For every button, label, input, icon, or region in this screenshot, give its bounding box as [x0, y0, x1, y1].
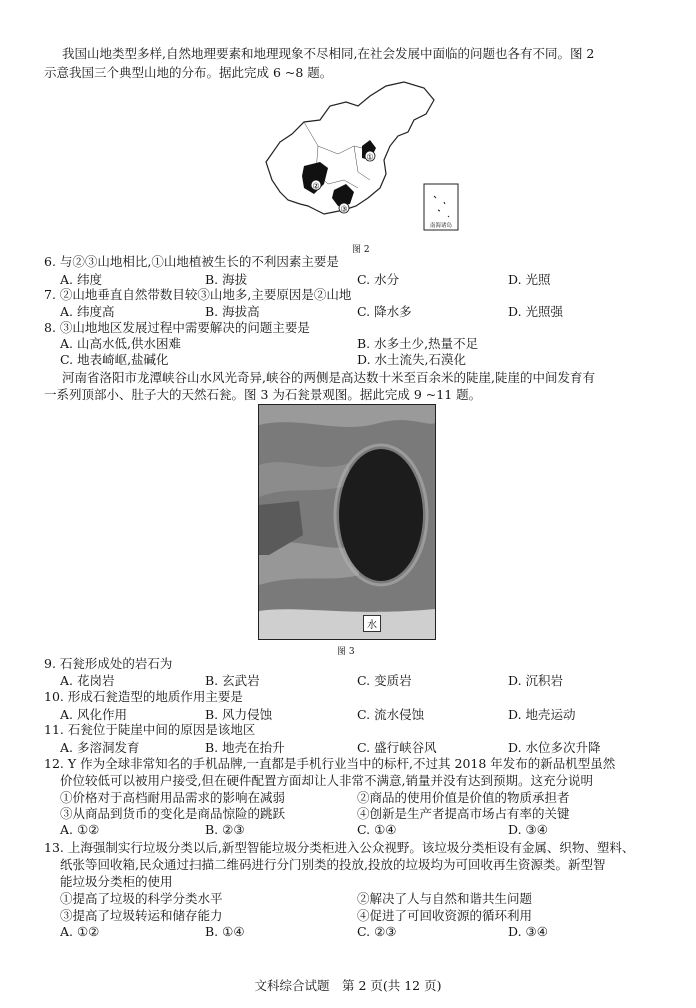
q11-option-a: A. 多溶洞发育 [60, 740, 140, 755]
q12-item-2: ②商品的使用价值是价值的物质承担者 [357, 790, 570, 805]
q6-stem: 6. 与②③山地相比,①山地植被生长的不利因素主要是 [44, 254, 339, 269]
q11-option-d: D. 水位多次升降 [508, 740, 601, 755]
q13-option-d: D. ③④ [508, 924, 548, 939]
stone-urn-photo [258, 404, 436, 640]
q12-item-3: ③从商品到货币的变化是商品惊险的跳跃 [60, 806, 286, 821]
figure3-caption: 图 3 [337, 647, 355, 657]
q13-option-b: B. ①④ [205, 924, 245, 939]
q9-option-d: D. 沉积岩 [508, 673, 564, 688]
q12-item-4: ④创新是生产者提高市场占有率的关键 [357, 806, 570, 821]
q11-option-b: B. 地壳在抬升 [205, 740, 285, 755]
q12-line1: 12. Y 作为全球非常知名的手机品牌,一直都是手机行业当中的标杆,不过其 2018 年发布的新品机型虽然 [44, 756, 616, 771]
q6-option-b: B. 海拔 [205, 272, 248, 287]
intro1-line2: 示意我国三个典型山地的分布。据此完成 6 ~8 题。 [44, 65, 333, 80]
q10-option-b: B. 风力侵蚀 [205, 707, 273, 722]
q13-item-4: ④促进了可回收资源的循环利用 [357, 908, 533, 923]
label-3: ③ [340, 204, 348, 214]
q13-option-c: C. ②③ [357, 924, 397, 939]
q13-item-1: ①提高了垃圾的科学分类水平 [60, 891, 223, 906]
q9-stem: 9. 石瓮形成处的岩石为 [44, 656, 173, 671]
intro2-line2: 一系列顶部小、肚子大的天然石瓮。图 3 为石瓮景观图。据此完成 9 ~11 题。 [44, 387, 482, 402]
q12-item-1: ①价格对于高档耐用品需求的影响在减弱 [60, 790, 286, 805]
figure2-caption: 图 2 [352, 245, 370, 255]
water-label: 水 [363, 615, 381, 632]
q9-option-a: A. 花岗岩 [60, 673, 115, 688]
q8-stem: 8. ③山地地区发展过程中需要解决的问题主要是 [44, 320, 310, 335]
q8-option-a: A. 山高水低,供水困难 [60, 336, 181, 351]
q9-option-c: C. 变质岩 [357, 673, 412, 688]
intro1-line1: 我国山地类型多样,自然地理要素和地理现象不尽相同,在社会发展中面临的问题也各有不同。图 2 [62, 46, 595, 61]
q7-stem: 7. ②山地垂直自然带数目较③山地多,主要原因是②山地 [44, 287, 352, 302]
q13-item-2: ②解决了人与自然和谐共生问题 [357, 891, 533, 906]
q10-option-c: C. 流水侵蚀 [357, 707, 425, 722]
water-surface [259, 609, 435, 639]
q6-option-a: A. 纬度 [60, 272, 102, 287]
q7-option-c: C. 降水多 [357, 304, 412, 319]
label-1: ① [366, 152, 374, 162]
q12-option-b: B. ②③ [205, 822, 245, 837]
q10-option-d: D. 地壳运动 [508, 707, 576, 722]
page-footer: 文科综合试题 第 2 页(共 12 页) [254, 978, 442, 993]
inset-label: 南海诸岛 [429, 223, 453, 229]
q13-item-3: ③提高了垃圾转运和储存能力 [60, 908, 223, 923]
q13-line1: 13. 上海强制实行垃圾分类以后,新型智能垃圾分类柜进入公众视野。该垃圾分类柜设有金属、织物、塑料、 [44, 840, 635, 855]
q7-option-d: D. 光照强 [508, 304, 564, 319]
q13-line2: 纸张等回收箱,民众通过扫描二维码进行分门别类的投放,投放的垃圾均为可回收再生资源类。新型智 [60, 857, 606, 872]
q10-option-a: A. 风化作用 [60, 707, 127, 722]
q13-option-a: A. ①② [60, 924, 100, 939]
photo-drawing [259, 405, 435, 639]
intro2-line1: 河南省洛阳市龙潭峡谷山水风光奇异,峡谷的两侧是高达数十米至百余米的陡崖,陡崖的中间发育有 [62, 370, 595, 385]
q8-option-b: B. 水多土少,热量不足 [357, 336, 479, 351]
q12-line2: 价位较低可以被用户接受,但在硬件配置方面却让人非常不满意,销量并没有达到预期。这充分说明 [60, 773, 593, 788]
q12-option-d: D. ③④ [508, 822, 548, 837]
q9-option-b: B. 玄武岩 [205, 673, 260, 688]
q6-option-c: C. 水分 [357, 272, 400, 287]
china-map-figure [258, 76, 462, 244]
q6-option-d: D. 光照 [508, 272, 551, 287]
q7-option-a: A. 纬度高 [60, 304, 115, 319]
q7-option-b: B. 海拔高 [205, 304, 260, 319]
label-2: ② [312, 181, 320, 191]
q8-option-c: C. 地表崎岖,盐碱化 [60, 352, 169, 367]
q11-stem: 11. 石瓮位于陡崖中间的原因是该地区 [44, 722, 256, 737]
q11-option-c: C. 盛行峡谷风 [357, 740, 437, 755]
q12-option-c: C. ①④ [357, 822, 397, 837]
stone-urn-cavity [339, 449, 423, 581]
q8-option-d: D. 水土流失,石漠化 [357, 352, 466, 367]
q10-stem: 10. 形成石瓮造型的地质作用主要是 [44, 689, 243, 704]
q12-option-a: A. ①② [60, 822, 100, 837]
q13-line3: 能垃圾分类柜的使用 [60, 874, 173, 889]
